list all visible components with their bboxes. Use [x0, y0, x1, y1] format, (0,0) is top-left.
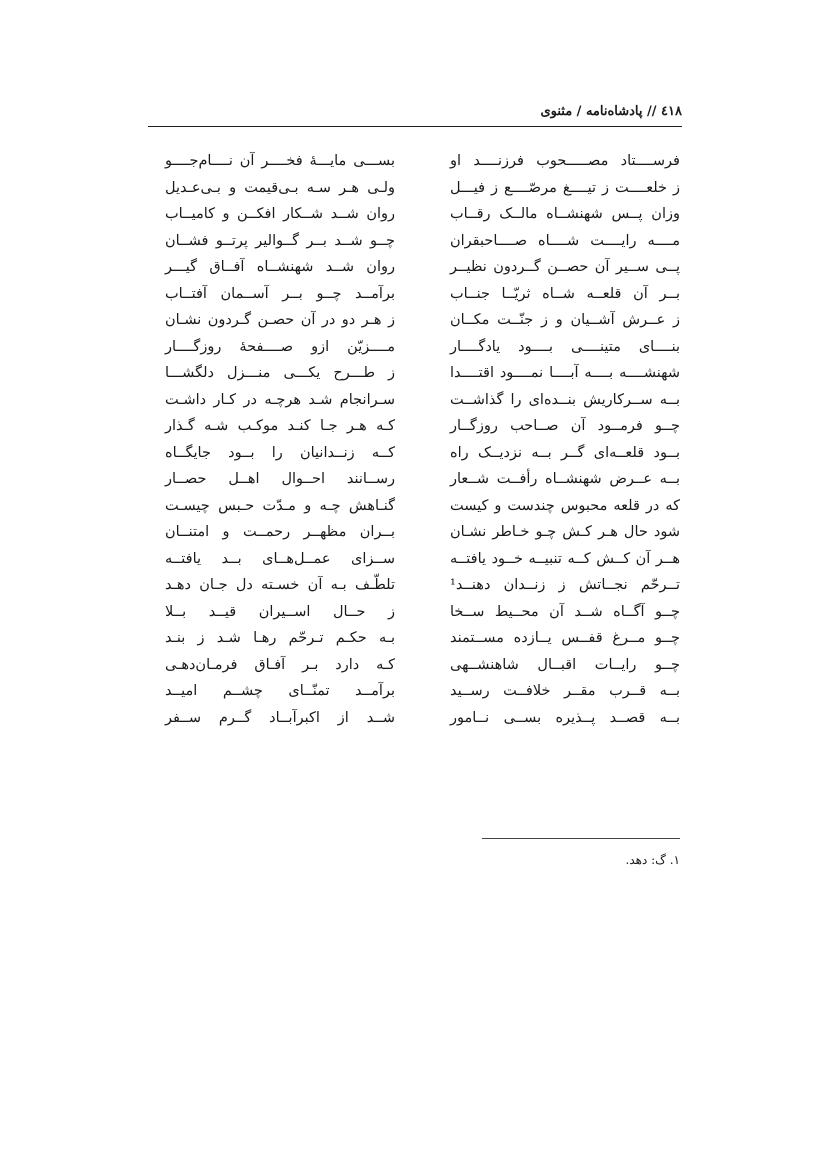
hemistich-left: کـه هـر جـا کنـد موکـب شـه گـذار [165, 418, 395, 434]
couplet [165, 307, 680, 333]
hemistich-right: بــر آن قلعــه شــاه ثریّــا جنــاب [450, 285, 680, 302]
hemistich-right: شود حال هـر کـش چـو خـاطر نشـان [450, 524, 680, 540]
hemistich-left: سـرانجام شـد هرچـه در کـار داشـت [165, 391, 395, 408]
hemistich-right: که در قلعه محبوس چندست و کیست [450, 497, 680, 514]
hemistich-right: چــو آگــاه شــد آن محــیط ســخا [450, 603, 680, 620]
hemistich-left: بـه حکـم تـرحّم رهـا شـد ز بنـد [165, 630, 395, 646]
hemistich-left: مــــزیّن ازو صــــفحهٔ روزگــــار [165, 338, 395, 355]
couplet [165, 519, 680, 545]
hemistich-right: تــرحّم نجــاتش ز زنــدان دهنــد¹ [450, 577, 680, 593]
hemistich-left: بســـی مایـــهٔ فخــــر آن نــــام‌جــــو [165, 153, 395, 169]
couplet [165, 254, 680, 280]
hemistich-right: فرســــتاد مصـــــحوب فرزنــــد او [450, 153, 680, 169]
hemistich-right: بــه قصــد پــذیره بســی نــامور [450, 709, 680, 726]
hemistich-left: برآمــد تمنّــای چشــم امیــد [165, 683, 395, 699]
hemistich-left: کــه زنــدانیان را بــود جایگــاه [165, 444, 395, 461]
hemistich-right: بــه قــرب مقــر خلافــت رســید [450, 683, 680, 699]
couplet [165, 175, 680, 201]
running-header: ٤١٨ // پادشاه‌نامه / مثنوی [540, 104, 682, 119]
hemistich-right: پــی ســیر آن حصــن گــردون نظیــر [450, 259, 680, 275]
footnote-rule [482, 838, 680, 839]
couplet [165, 546, 680, 572]
couplet [165, 413, 680, 439]
hemistich-left: رســانند احــوال اهــل حصــار [165, 471, 395, 487]
couplet [165, 334, 680, 360]
couplet [165, 625, 680, 651]
hemistich-right: بــه عــرض شهنشــاه رأفــت شــعار [450, 471, 680, 487]
hemistich-right: هــر آن کــش کــه تنبیــه خــود یافتــه [450, 550, 680, 567]
couplet [165, 599, 680, 625]
hemistich-right: بنــــای متینــــی بــــود یادگــــار [450, 338, 680, 355]
hemistich-right: وزان پــس شهنشــاه مالــک رقــاب [450, 206, 680, 222]
hemistich-right: چــو مــرغ قفــس یــازده مســتمند [450, 630, 680, 646]
hemistich-left: ســزای عمــل‌هــای بــد یافتــه [165, 550, 395, 567]
hemistich-left: برآمــد چــو بــر آســمان آفتــاب [165, 285, 395, 302]
hemistich-left: چــو شــد بــر گــوالیر پرتــو فشــان [165, 232, 395, 249]
hemistich-left: ز حــال اســیران قیــد بــلا [165, 603, 395, 620]
couplet [165, 705, 680, 731]
couplet [165, 572, 680, 598]
hemistich-right: بــود قلعــه‌ای گــر بــه نزدیــک راه [450, 444, 680, 461]
couplet [165, 466, 680, 492]
hemistich-right: ز عــرش آشــیان و ز جنّــت مکــان [450, 312, 680, 328]
hemistich-left: ولـی هـر سـه بـی‌قیمت و بـی‌عـدیل [165, 179, 395, 196]
hemistich-left: روان شــد شــکار افکــن و کامیــاب [165, 206, 395, 222]
hemistich-left: تلطّـف بـه آن خسـته دل جـان دهـد [165, 577, 395, 593]
hemistich-right: مــــه رایــــت شــــاه صــــاحبقران [450, 232, 680, 249]
hemistich-left: ز طـــرح یکـــی منـــزل دلگشـــا [165, 365, 395, 381]
couplet [165, 387, 680, 413]
couplet [165, 360, 680, 386]
couplet [165, 228, 680, 254]
couplet [165, 148, 680, 174]
couplet [165, 678, 680, 704]
hemistich-right: شهنشــــه بــــه آبــــا نمــــود اقتــــدا [450, 365, 680, 381]
hemistich-right: ز خلعــــت ز تیــــغ مرصّــــع ز فیـــل [450, 179, 680, 196]
hemistich-right: چــو رایــات اقبــال شاهنشــهی [450, 656, 680, 673]
footnote: ١. گ: دهد. [625, 853, 680, 867]
header-rule [148, 126, 682, 127]
couplet [165, 493, 680, 519]
hemistich-left: ز هـر دو در آن حصـن گـردون نشـان [165, 312, 395, 328]
hemistich-left: روان شــد شهنشــاه آفــاق گیـــر [165, 259, 395, 275]
couplet [165, 281, 680, 307]
hemistich-right: چــو فرمــود آن صــاحب روزگــار [450, 418, 680, 434]
hemistich-left: بــران مظهــر رحمــت و امتنــان [165, 524, 395, 540]
couplet [165, 201, 680, 227]
couplet [165, 652, 680, 678]
hemistich-right: بــه ســرکاریش بنــده‌ای را گذاشــت [450, 391, 680, 408]
hemistich-left: گنـاهش چـه و مـدّت حـبس چیسـت [165, 497, 395, 514]
couplet [165, 440, 680, 466]
hemistich-left: کـه دارد بـر آفـاق فرمـان‌دهـی [165, 656, 395, 673]
hemistich-left: شــد از اکبرآبــاد گــرم ســفر [165, 709, 395, 726]
